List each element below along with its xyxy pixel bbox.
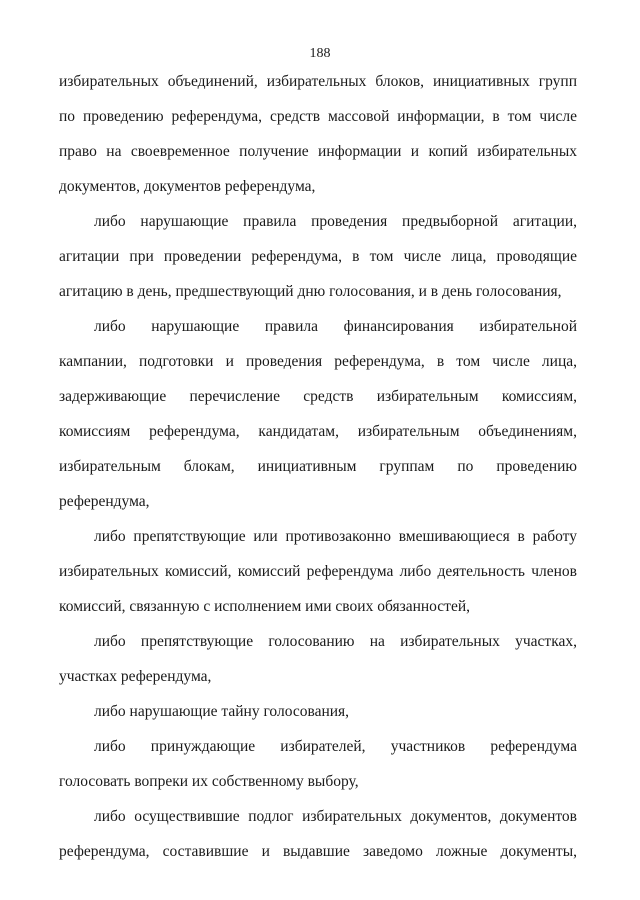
text-line: либо нарушающие правила проведения предвыборной агитации,: [94, 213, 577, 230]
text-line: либо принуждающие избирателей, участников референдума: [94, 738, 577, 755]
text-line: либо нарушающие тайну голосования,: [94, 703, 350, 720]
text-line: агитации при проведении референдума, в том числе лица, проводящие: [59, 248, 577, 265]
text-line: по проведению референдума, средств массовой информации, в том числе: [59, 108, 577, 125]
text-line: либо препятствующие или противозаконно вмешивающиеся в работу: [94, 528, 577, 545]
text-line: избирательным блокам, инициативным группам по проведению: [59, 458, 577, 475]
text-line: референдума, составившие и выдавшие заведомо ложные документы,: [59, 843, 577, 860]
page-number: 188: [309, 46, 331, 61]
text-line: задерживающие перечисление средств избирательным комиссиям,: [59, 388, 577, 405]
text-line: комиссиям референдума, кандидатам, избирательным объединениям,: [59, 423, 577, 440]
text-line: либо препятствующие голосованию на избирательных участках,: [94, 633, 577, 650]
text-line: избирательных объединений, избирательных блоков, инициативных групп: [59, 73, 577, 90]
text-line: право на своевременное получение информации и копий избирательных: [59, 143, 577, 160]
text-line: голосовать вопреки их собственному выбору,: [59, 773, 359, 790]
text-line: документов, документов референдума,: [59, 178, 316, 195]
text-line: референдума,: [59, 493, 150, 510]
text-line: участках референдума,: [59, 668, 212, 685]
text-line: агитацию в день, предшествующий дню голосования, и в день голосования,: [59, 283, 562, 300]
text-line: либо нарушающие правила финансирования избирательной: [94, 318, 577, 335]
text-line: кампании, подготовки и проведения референдума, в том числе лица,: [59, 353, 577, 370]
text-line: комиссий, связанную с исполнением ими своих обязанностей,: [59, 598, 470, 615]
text-line: либо осуществившие подлог избирательных документов, документов: [94, 808, 577, 825]
text-line: избирательных комиссий, комиссий референдума либо деятельность членов: [59, 563, 577, 580]
